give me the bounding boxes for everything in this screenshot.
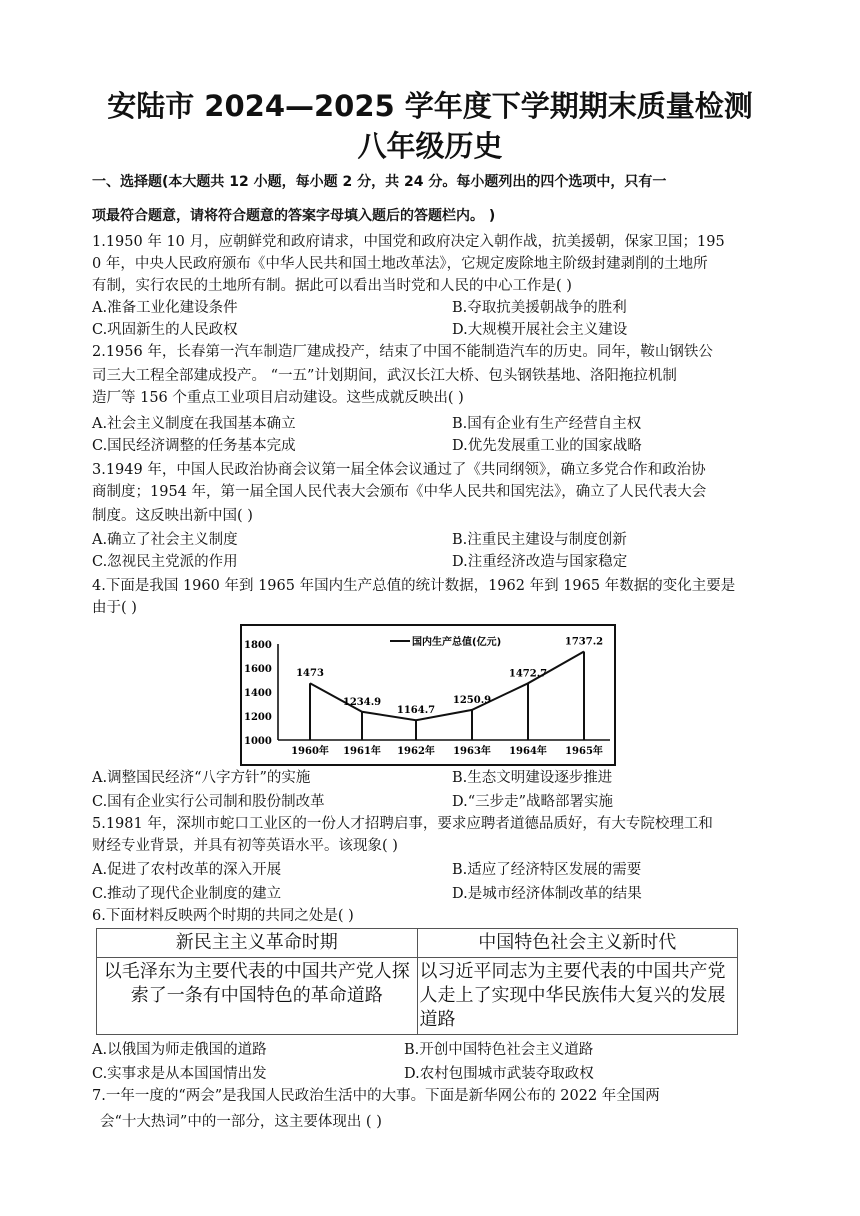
x-tick-label: 1965年 bbox=[565, 746, 603, 757]
q1-stem: 1.1950 年 10 月，应朝鲜党和政府请求，中国党和政府决定入朝作战，抗美援朝，保家卫国；195 bbox=[92, 234, 725, 250]
x-tick-label: 1961年 bbox=[343, 746, 381, 757]
q5-option-c: C.推动了现代企业制度的建立 bbox=[92, 886, 282, 902]
comparison-table bbox=[96, 928, 738, 1035]
y-tick-label: 1800 bbox=[244, 640, 272, 651]
q7-stem: 会“十大热词”中的一部分，这主要体现出 ( ) bbox=[100, 1114, 382, 1130]
q3-option-d: D.注重经济改造与国家稳定 bbox=[452, 554, 628, 570]
data-label: 1234.9 bbox=[342, 696, 382, 708]
data-label: 1250.9 bbox=[452, 694, 492, 706]
q6-option-c: C.实事求是从本国国情出发 bbox=[92, 1066, 267, 1082]
q2-option-c: C.国民经济调整的任务基本完成 bbox=[92, 438, 296, 454]
q7-stem: 7.一年一度的“两会”是我国人民政治生活中的大事。下面是新华网公布的 2022 年全国两 bbox=[92, 1088, 660, 1104]
exam-title: 安陆市 2024—2025 学年度下学期期末质量检测 bbox=[107, 89, 753, 123]
y-tick-label: 1000 bbox=[244, 736, 272, 747]
x-tick-label: 1960年 bbox=[291, 746, 329, 757]
q2-option-d: D.优先发展重工业的国家战略 bbox=[452, 438, 642, 454]
table-header-left: 新民主主义革命时期 bbox=[97, 929, 418, 958]
legend-label: 国内生产总值(亿元) bbox=[412, 637, 502, 648]
q5-stem: 财经专业背景，并具有初等英语水平。该现象( ) bbox=[92, 838, 398, 854]
q2-option-b: B.国有企业有生产经营自主权 bbox=[452, 416, 642, 432]
q2-stem: 2.1956 年，长春第一汽车制造厂建成投产，结束了中国不能制造汽车的历史。同年，鞍山钢铁公 bbox=[92, 344, 713, 360]
q1-option-b: B.夺取抗美援朝战争的胜利 bbox=[452, 300, 627, 316]
q6-option-b: B.开创中国特色社会主义道路 bbox=[404, 1042, 594, 1058]
q1-option-c: C.巩固新生的人民政权 bbox=[92, 322, 238, 338]
section-heading: 一、选择题(本大题共 12 小题，每小题 2 分，共 24 分。每小题列出的四个选项中，只有一 bbox=[92, 174, 667, 190]
y-tick-label: 1200 bbox=[244, 712, 272, 723]
q1-option-a: A.准备工业化建设条件 bbox=[92, 300, 238, 316]
data-label: 1164.7 bbox=[396, 705, 436, 717]
x-tick-label: 1964年 bbox=[509, 746, 547, 757]
q3-option-b: B.注重民主建设与制度创新 bbox=[452, 532, 627, 548]
y-tick-label: 1600 bbox=[244, 664, 272, 675]
q3-option-c: C.忽视民主党派的作用 bbox=[92, 554, 238, 570]
q2-stem: 司三大工程全部建成投产。 “一五”计划期间，武汉长江大桥、包头钢铁基地、洛阳拖拉机制 bbox=[92, 368, 677, 384]
q1-stem: 有制，实行农民的土地所有制。据此可以看出当时党和人民的中心工作是( ) bbox=[92, 278, 572, 294]
table-cell-right: 以习近平同志为主要代表的中国共产党人走上了实现中华民族伟大复兴的发展道路 bbox=[417, 958, 738, 1035]
q1-stem: 0 年，中央人民政府颁布《中华人民共和国土地改革法》，它规定废除地主阶级封建剥削的土地所 bbox=[92, 256, 708, 272]
q4-stem: 4.下面是我国 1960 年到 1965 年国内生产总值的统计数据，1962 年到 1965 年数据的变化主要是 bbox=[92, 578, 736, 594]
q5-option-b: B.适应了经济特区发展的需要 bbox=[452, 862, 642, 878]
exam-subtitle: 八年级历史 bbox=[357, 129, 503, 163]
q2-option-a: A.社会主义制度在我国基本确立 bbox=[92, 416, 296, 432]
q3-stem: 制度。这反映出新中国( ) bbox=[92, 508, 253, 524]
y-tick-label: 1400 bbox=[244, 688, 272, 699]
q5-option-a: A.促进了农村改革的深入开展 bbox=[92, 862, 282, 878]
q3-option-a: A.确立了社会主义制度 bbox=[92, 532, 238, 548]
q3-stem: 3.1949 年，中国人民政治协商会议第一届全体会议通过了《共同纲领》，确立多党合作和政治协 bbox=[92, 462, 706, 478]
data-label: 1737.2 bbox=[564, 636, 604, 648]
q4-option-b: B.生态文明建设逐步推进 bbox=[452, 770, 613, 786]
x-tick-label: 1962年 bbox=[397, 746, 435, 757]
table-cell-left: 以毛泽东为主要代表的中国共产党人探索了一条有中国特色的革命道路 bbox=[97, 958, 418, 1035]
data-label: 1472.7 bbox=[508, 668, 548, 680]
table-header-right: 中国特色社会主义新时代 bbox=[417, 929, 738, 958]
q5-stem: 5.1981 年，深圳市蛇口工业区的一份人才招聘启事，要求应聘者道德品质好，有大专院校理工和 bbox=[92, 816, 713, 832]
section-heading-cont: 项最符合题意，请将符合题意的答案字母填入题后的答题栏内。 ) bbox=[92, 208, 496, 224]
x-tick-label: 1963年 bbox=[453, 746, 491, 757]
data-label: 1473 bbox=[296, 668, 324, 680]
q6-option-d: D.农村包围城市武装夺取政权 bbox=[404, 1066, 594, 1082]
q4-option-a: A.调整国民经济“八字方针”的实施 bbox=[92, 770, 311, 786]
q1-option-d: D.大规模开展社会主义建设 bbox=[452, 322, 628, 338]
q6-stem: 6.下面材料反映两个时期的共同之处是( ) bbox=[92, 908, 354, 924]
q2-stem: 造厂等 156 个重点工业项目启动建设。这些成就反映出( ) bbox=[92, 390, 464, 406]
gdp-line-chart bbox=[240, 624, 616, 766]
q4-option-d: D.“三步走”战略部署实施 bbox=[452, 794, 614, 810]
q3-stem: 商制度；1954 年，第一届全国人民代表大会颁布《中华人民共和国宪法》，确立了人民代表大会 bbox=[92, 484, 707, 500]
q4-stem: 由于( ) bbox=[92, 600, 137, 616]
q4-option-c: C.国有企业实行公司制和股份制改革 bbox=[92, 794, 325, 810]
q6-option-a: A.以俄国为师走俄国的道路 bbox=[92, 1042, 267, 1058]
q5-option-d: D.是城市经济体制改革的结果 bbox=[452, 886, 642, 902]
